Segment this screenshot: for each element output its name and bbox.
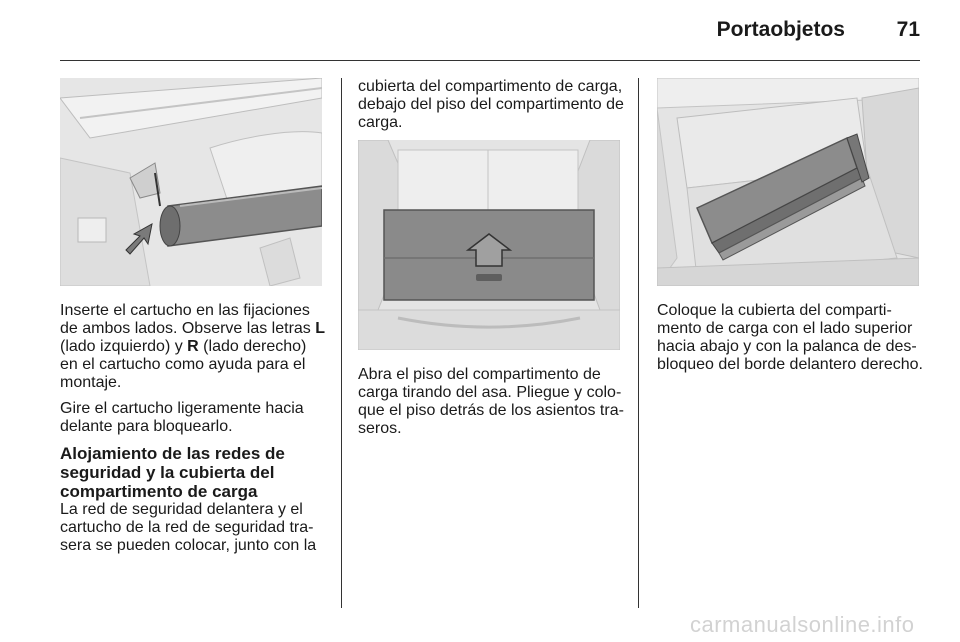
cover-placement-illustration — [657, 78, 919, 286]
letter-l: L — [315, 320, 326, 337]
cartridge-illustration — [60, 78, 322, 286]
page-title: Portaobjetos — [716, 18, 845, 41]
page-number: 71 — [896, 18, 920, 41]
paragraph-insert-cartridge — [60, 302, 328, 392]
header-rule — [60, 60, 920, 61]
column-3-text: Coloque la cubierta del comparti-mento de carga con el lado superior hacia abajo y con la palanca de des-bloqueo del borde delantero derecho. — [657, 302, 923, 373]
section-heading: Alojamiento de las redes de seguridad y la cubierta del compartimento de carga — [60, 444, 285, 501]
column-divider-2 — [638, 78, 639, 608]
text-span: (lado derecho) en el cartucho como ayuda para el montaje. — [60, 338, 307, 391]
letter-r: R — [187, 338, 199, 355]
text-span: (lado izquierdo) y — [60, 338, 188, 355]
column-1-text — [60, 302, 328, 563]
column-divider-1 — [341, 78, 342, 608]
watermark: carmanualsonline.info — [690, 612, 915, 637]
column-2-bottom-text: Abra el piso del compartimento de carga tirando del asa. Pliegue y colo-que el piso detrás de los asientos tra-seros. — [358, 366, 624, 437]
paragraph-storage: La red de seguridad delantera y el cartucho de la red de seguridad tra-sera se pueden colocar, junto con la — [60, 501, 317, 554]
column-2-top-text: cubierta del compartimento de carga, debajo del piso del compartimento de carga. — [358, 78, 624, 131]
text-span: Inserte el cartucho en las fijaciones de ambos lados. Observe las letras — [60, 302, 316, 337]
paragraph-rotate-cartridge: Gire el cartucho ligeramente hacia delante para bloquearlo. — [60, 400, 304, 435]
load-floor-illustration — [358, 140, 620, 350]
